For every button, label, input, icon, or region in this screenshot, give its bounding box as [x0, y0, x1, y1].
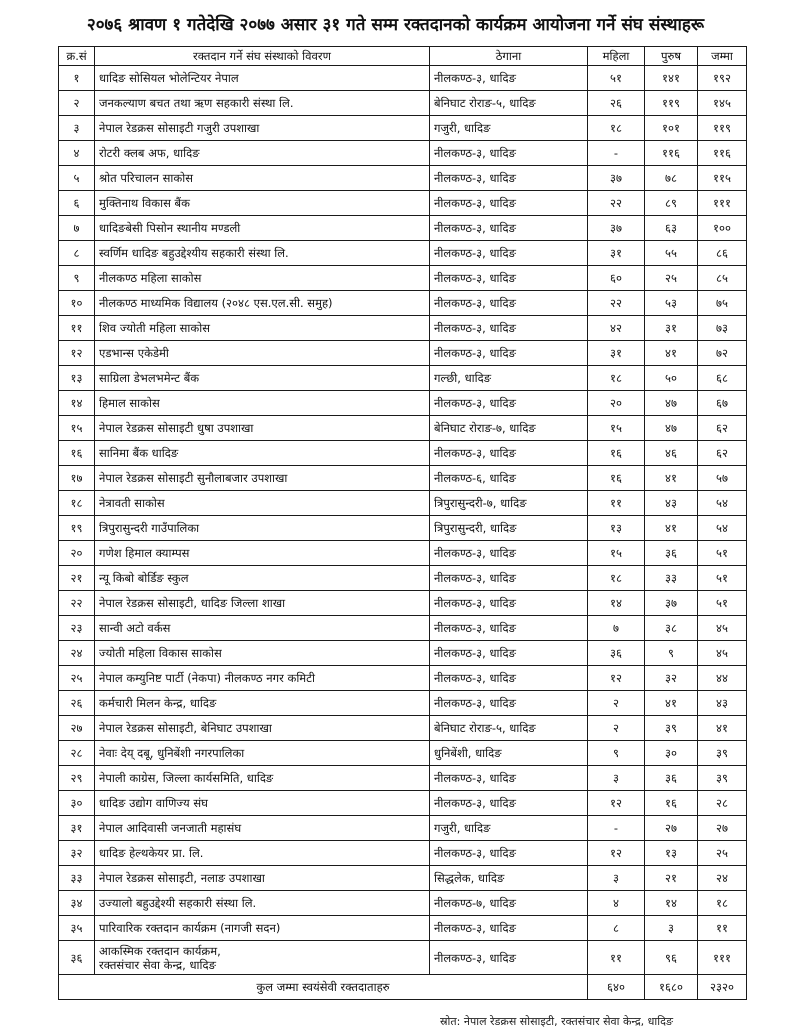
header-sn: क्र.सं	[59, 47, 95, 66]
cell-male: १४१	[645, 66, 698, 91]
cell-total: ७३	[698, 316, 747, 341]
cell-name: मुक्तिनाथ विकास बैंक	[95, 191, 430, 216]
cell-sn: २६	[59, 691, 95, 716]
cell-female: ३	[588, 866, 645, 891]
cell-total: ४१	[698, 716, 747, 741]
cell-sn: २०	[59, 541, 95, 566]
header-female: महिला	[588, 47, 645, 66]
cell-female: १८	[588, 566, 645, 591]
cell-female: १२	[588, 841, 645, 866]
table-row	[59, 491, 747, 516]
cell-female: २	[588, 691, 645, 716]
cell-name: गणेश हिमाल क्याम्पस	[95, 541, 430, 566]
cell-address: धुनिबेंशी, धादिङ	[430, 741, 588, 766]
cell-male: २७	[645, 816, 698, 841]
cell-male: ४३	[645, 491, 698, 516]
cell-male: ३६	[645, 541, 698, 566]
cell-name: सानिमा बैंक धादिङ	[95, 441, 430, 466]
cell-address: बेनिघाट रोराङ-५, धादिङ	[430, 716, 588, 741]
cell-female: ३	[588, 766, 645, 791]
cell-sn: ३४	[59, 891, 95, 916]
cell-address: नीलकण्ठ-३, धादिङ	[430, 391, 588, 416]
cell-total: १००	[698, 216, 747, 241]
cell-sn: ३१	[59, 816, 95, 841]
cell-female: ७	[588, 616, 645, 641]
table-header	[59, 47, 747, 66]
table-row	[59, 266, 747, 291]
cell-total: ४४	[698, 666, 747, 691]
cell-name: नेवाः देय् दबू, धुनिबेंशी नगरपालिका	[95, 741, 430, 766]
cell-name: नेपाल आदिवासी जनजाती महासंघ	[95, 816, 430, 841]
cell-total: १८	[698, 891, 747, 916]
cell-female: १६	[588, 441, 645, 466]
cell-male: ३०	[645, 741, 698, 766]
cell-male: ४१	[645, 341, 698, 366]
cell-sn: ३२	[59, 841, 95, 866]
cell-name: हिमाल साकोस	[95, 391, 430, 416]
table-row	[59, 741, 747, 766]
cell-address: नीलकण्ठ-३, धादिङ	[430, 191, 588, 216]
cell-male: ३३	[645, 566, 698, 591]
cell-male: ३१	[645, 316, 698, 341]
cell-sn: २७	[59, 716, 95, 741]
table-row	[59, 816, 747, 841]
table-row	[59, 216, 747, 241]
cell-male: ६३	[645, 216, 698, 241]
cell-female: २२	[588, 291, 645, 316]
table-row	[59, 166, 747, 191]
table-row-last	[59, 941, 747, 975]
cell-total: २८	[698, 791, 747, 816]
cell-sn: ६	[59, 191, 95, 216]
cell-address: नीलकण्ठ-३, धादिङ	[430, 941, 588, 975]
cell-sn: ७	[59, 216, 95, 241]
cell-sn: ८	[59, 241, 95, 266]
cell-female: ९	[588, 741, 645, 766]
cell-name: त्रिपुरासुन्दरी गाउँपालिका	[95, 516, 430, 541]
cell-name: नेत्रावती साकोस	[95, 491, 430, 516]
cell-female: १२	[588, 666, 645, 691]
table-row	[59, 316, 747, 341]
cell-male: ५३	[645, 291, 698, 316]
table-row	[59, 91, 747, 116]
cell-female: १२	[588, 791, 645, 816]
cell-sn: ३५	[59, 916, 95, 941]
cell-name: ज्योती महिला विकास साकोस	[95, 641, 430, 666]
cell-total: ५१	[698, 541, 747, 566]
table-row	[59, 666, 747, 691]
cell-address: नीलकण्ठ-३, धादिङ	[430, 216, 588, 241]
table-row	[59, 366, 747, 391]
cell-sn: २३	[59, 616, 95, 641]
cell-name: नीलकण्ठ महिला साकोस	[95, 266, 430, 291]
cell-female: १५	[588, 541, 645, 566]
cell-address: त्रिपुरासुन्दरी, धादिङ	[430, 516, 588, 541]
cell-sn: १९	[59, 516, 95, 541]
cell-female: १६	[588, 466, 645, 491]
cell-address: नीलकण्ठ-३, धादिङ	[430, 916, 588, 941]
table-row	[59, 116, 747, 141]
cell-female: ५१	[588, 66, 645, 91]
cell-name: कर्मचारी मिलन केन्द्र, धादिङ	[95, 691, 430, 716]
cell-male: २५	[645, 266, 698, 291]
table-row	[59, 141, 747, 166]
cell-sn: २५	[59, 666, 95, 691]
cell-male: १४	[645, 891, 698, 916]
cell-sn: ३६	[59, 941, 95, 975]
cell-address: नीलकण्ठ-६, धादिङ	[430, 466, 588, 491]
cell-name: उज्यालो बहुउद्देश्यी सहकारी संस्था लि.	[95, 891, 430, 916]
cell-male: ९६	[645, 941, 698, 975]
cell-male: ३९	[645, 716, 698, 741]
table-body	[59, 66, 747, 1000]
cell-male: ५५	[645, 241, 698, 266]
cell-name-line1: आकस्मिक रक्तदान कार्यक्रम,	[99, 943, 221, 958]
cell-male: ९	[645, 641, 698, 666]
cell-sn: १६	[59, 441, 95, 466]
cell-male: ३८	[645, 616, 698, 641]
cell-male: ११९	[645, 91, 698, 116]
cell-total: २७	[698, 816, 747, 841]
cell-total: ५१	[698, 566, 747, 591]
cell-female: ४२	[588, 316, 645, 341]
table-row	[59, 891, 747, 916]
cell-sn: १०	[59, 291, 95, 316]
table-row	[59, 641, 747, 666]
cell-address: नीलकण्ठ-३, धादिङ	[430, 166, 588, 191]
table-row	[59, 616, 747, 641]
cell-female: ३७	[588, 166, 645, 191]
page-title: २०७६ श्रावण १ गतेदेखि २०७७ असार ३१ गते सम्म रक्तदानको कार्यक्रम आयोजना गर्ने संघ संस्थाहरू	[86, 15, 705, 35]
cell-male: ११६	[645, 141, 698, 166]
cell-name: धादिङबेसी पिसोन स्थानीय मण्डली	[95, 216, 430, 241]
cell-total: ४५	[698, 616, 747, 641]
cell-female: १८	[588, 366, 645, 391]
cell-name: धादिङ हेल्थकेयर प्रा. लि.	[95, 841, 430, 866]
cell-sn: ५	[59, 166, 95, 191]
cell-sn: ३०	[59, 791, 95, 816]
cell-female: १५	[588, 416, 645, 441]
cell-sn: ९	[59, 266, 95, 291]
table-row	[59, 566, 747, 591]
cell-male: १३	[645, 841, 698, 866]
cell-address: नीलकण्ठ-३, धादिङ	[430, 791, 588, 816]
table-row	[59, 541, 747, 566]
cell-female: ३६	[588, 641, 645, 666]
cell-address: नीलकण्ठ-३, धादिङ	[430, 241, 588, 266]
cell-female: ४	[588, 891, 645, 916]
cell-total: ४५	[698, 641, 747, 666]
totals-total: २३२०	[698, 975, 747, 1000]
cell-male: ७८	[645, 166, 698, 191]
cell-total: ४३	[698, 691, 747, 716]
cell-address: बेनिघाट रोराङ-५, धादिङ	[430, 91, 588, 116]
cell-name: एडभान्स एकेडेमी	[95, 341, 430, 366]
cell-sn: १८	[59, 491, 95, 516]
cell-sn: १५	[59, 416, 95, 441]
cell-address: नीलकण्ठ-३, धादिङ	[430, 691, 588, 716]
header-male: पुरुष	[645, 47, 698, 66]
cell-total: ६८	[698, 366, 747, 391]
table-row	[59, 866, 747, 891]
cell-sn: २८	[59, 741, 95, 766]
cell-total: ८६	[698, 241, 747, 266]
cell-address: नीलकण्ठ-३, धादिङ	[430, 616, 588, 641]
cell-sn: १	[59, 66, 95, 91]
header-address: ठेगाना	[430, 47, 588, 66]
totals-male: १६८०	[645, 975, 698, 1000]
cell-name: श्रोत परिचालन साकोस	[95, 166, 430, 191]
cell-male: ४१	[645, 466, 698, 491]
table-row	[59, 391, 747, 416]
cell-total: ५१	[698, 591, 747, 616]
cell-name: जनकल्याण बचत तथा ऋण सहकारी संस्था लि.	[95, 91, 430, 116]
cell-sn: २२	[59, 591, 95, 616]
cell-total: १४५	[698, 91, 747, 116]
cell-name: धादिङ सोसियल भोलेन्टियर नेपाल	[95, 66, 430, 91]
cell-female: १८	[588, 116, 645, 141]
header-total: जम्मा	[698, 47, 747, 66]
cell-name: नेपाल रेडक्रस सोसाइटी, बेनिघाट उपशाखा	[95, 716, 430, 741]
cell-female: १४	[588, 591, 645, 616]
cell-female: ३७	[588, 216, 645, 241]
cell-name: स्वर्णिम धादिङ बहुउद्देश्यीय सहकारी संस्था लि.	[95, 241, 430, 266]
cell-sn: १७	[59, 466, 95, 491]
cell-sn: १३	[59, 366, 95, 391]
cell-total: ७५	[698, 291, 747, 316]
cell-total: १११	[698, 191, 747, 216]
table-row	[59, 516, 747, 541]
table-row	[59, 291, 747, 316]
cell-female: -	[588, 816, 645, 841]
cell-name: साग्रिला डेभलभमेन्ट बैंक	[95, 366, 430, 391]
cell-name: सान्वी अटो वर्कस	[95, 616, 430, 641]
cell-total: ६२	[698, 416, 747, 441]
cell-sn: ३३	[59, 866, 95, 891]
cell-address: नीलकण्ठ-३, धादिङ	[430, 541, 588, 566]
totals-row	[59, 975, 747, 1000]
cell-address: गल्छी, धादिङ	[430, 366, 588, 391]
cell-female: ३१	[588, 341, 645, 366]
cell-total: ३९	[698, 741, 747, 766]
cell-female: २६	[588, 91, 645, 116]
cell-total: ६७	[698, 391, 747, 416]
cell-male: १६	[645, 791, 698, 816]
cell-address: नीलकण्ठ-७, धादिङ	[430, 891, 588, 916]
table-row	[59, 66, 747, 91]
cell-female: २	[588, 716, 645, 741]
cell-name: पारिवारिक रक्तदान कार्यक्रम (नागजी सदन)	[95, 916, 430, 941]
source-note: स्रोत: नेपाल रेडक्रस सोसाइटी, रक्तसंचार सेवा केन्द्र, धादिङ	[440, 1015, 673, 1028]
cell-address: नीलकण्ठ-३, धादिङ	[430, 441, 588, 466]
cell-address: सिद्धलेक, धादिङ	[430, 866, 588, 891]
cell-total: ११	[698, 916, 747, 941]
cell-total: १११	[698, 941, 747, 975]
table-row	[59, 916, 747, 941]
table-row	[59, 716, 747, 741]
table-row	[59, 841, 747, 866]
cell-male: ४६	[645, 441, 698, 466]
cell-total: ११९	[698, 116, 747, 141]
cell-male: ४७	[645, 391, 698, 416]
header-name: रक्तदान गर्ने संघ संस्थाको विवरण	[95, 47, 430, 66]
cell-total: ७२	[698, 341, 747, 366]
table-row	[59, 191, 747, 216]
cell-male: ५०	[645, 366, 698, 391]
cell-address: नीलकण्ठ-३, धादिङ	[430, 766, 588, 791]
cell-male: ३	[645, 916, 698, 941]
cell-address: नीलकण्ठ-३, धादिङ	[430, 316, 588, 341]
cell-total: ६२	[698, 441, 747, 466]
cell-name: नेपाल रेडक्रस सोसाइटी सुनौलाबजार उपशाखा	[95, 466, 430, 491]
cell-female: ११	[588, 491, 645, 516]
cell-address: गजुरी, धादिङ	[430, 116, 588, 141]
cell-total: १९२	[698, 66, 747, 91]
cell-male: ३२	[645, 666, 698, 691]
cell-female: २२	[588, 191, 645, 216]
cell-female: -	[588, 141, 645, 166]
cell-female: २०	[588, 391, 645, 416]
cell-address: नीलकण्ठ-३, धादिङ	[430, 266, 588, 291]
cell-address: त्रिपुरासुन्दरी-७, धादिङ	[430, 491, 588, 516]
cell-address: नीलकण्ठ-३, धादिङ	[430, 666, 588, 691]
cell-sn: २	[59, 91, 95, 116]
cell-name: न्यू किबो बोर्डिङ स्कुल	[95, 566, 430, 591]
cell-female: ३१	[588, 241, 645, 266]
cell-total: २५	[698, 841, 747, 866]
table-row	[59, 241, 747, 266]
cell-address: नीलकण्ठ-३, धादिङ	[430, 141, 588, 166]
cell-male: ८९	[645, 191, 698, 216]
table-row	[59, 441, 747, 466]
cell-male: ३७	[645, 591, 698, 616]
table-row	[59, 416, 747, 441]
cell-name	[95, 941, 430, 975]
totals-label: कुल जम्मा स्वयंसेवी रक्तदाताहरु	[59, 975, 588, 1000]
cell-address: बेनिघाट रोराङ-७, धादिङ	[430, 416, 588, 441]
cell-total: ८५	[698, 266, 747, 291]
cell-name: नेपाल रेडक्रस सोसाइटी धुषा उपशाखा	[95, 416, 430, 441]
cell-male: ३६	[645, 766, 698, 791]
cell-female: ६०	[588, 266, 645, 291]
cell-male: ४७	[645, 416, 698, 441]
cell-female: ८	[588, 916, 645, 941]
cell-name-line2: रक्तसंचार सेवा केन्द्र, धादिङ	[99, 957, 216, 972]
table-row	[59, 766, 747, 791]
cell-sn: ११	[59, 316, 95, 341]
cell-male: २१	[645, 866, 698, 891]
cell-total: ११६	[698, 141, 747, 166]
cell-address: नीलकण्ठ-३, धादिङ	[430, 641, 588, 666]
cell-name: शिव ज्योती महिला साकोस	[95, 316, 430, 341]
cell-male: ४१	[645, 691, 698, 716]
cell-name: नेपाल रेडक्रस सोसाइटी, धादिङ जिल्ला शाखा	[95, 591, 430, 616]
cell-name: नेपाली काग्रेस, जिल्ला कार्यसमिति, धादिङ	[95, 766, 430, 791]
cell-address: नीलकण्ठ-३, धादिङ	[430, 291, 588, 316]
cell-total: ३९	[698, 766, 747, 791]
cell-address: नीलकण्ठ-३, धादिङ	[430, 341, 588, 366]
cell-male: १०१	[645, 116, 698, 141]
table-row	[59, 591, 747, 616]
cell-name: नेपाल रेडक्रस सोसाइटी गजुरी उपशाखा	[95, 116, 430, 141]
cell-sn: २१	[59, 566, 95, 591]
cell-female: १३	[588, 516, 645, 541]
cell-name: रोटरी क्लब अफ, धादिङ	[95, 141, 430, 166]
cell-sn: ४	[59, 141, 95, 166]
cell-total: ५४	[698, 516, 747, 541]
cell-total: २४	[698, 866, 747, 891]
cell-total: ११५	[698, 166, 747, 191]
cell-total: ५४	[698, 491, 747, 516]
table-row	[59, 691, 747, 716]
cell-sn: १४	[59, 391, 95, 416]
cell-female: ११	[588, 941, 645, 975]
table-row	[59, 466, 747, 491]
donation-table	[58, 46, 747, 1000]
cell-address: नीलकण्ठ-३, धादिङ	[430, 591, 588, 616]
cell-name: नेपाल कम्युनिष्ट पार्टी (नेकपा) नीलकण्ठ नगर कमिटी	[95, 666, 430, 691]
cell-address: नीलकण्ठ-३, धादिङ	[430, 66, 588, 91]
cell-address: नीलकण्ठ-३, धादिङ	[430, 841, 588, 866]
cell-sn: ३	[59, 116, 95, 141]
cell-sn: २४	[59, 641, 95, 666]
cell-name: नीलकण्ठ माध्यमिक विद्यालय (२०४८ एस.एल.सी. समुह)	[95, 291, 430, 316]
table-row	[59, 791, 747, 816]
cell-male: ४१	[645, 516, 698, 541]
cell-sn: २९	[59, 766, 95, 791]
cell-sn: १२	[59, 341, 95, 366]
cell-address: गजुरी, धादिङ	[430, 816, 588, 841]
table-row	[59, 341, 747, 366]
totals-female: ६४०	[588, 975, 645, 1000]
cell-total: ५७	[698, 466, 747, 491]
cell-name: नेपाल रेडक्रस सोसाइटी, नलाङ उपशाखा	[95, 866, 430, 891]
cell-address: नीलकण्ठ-३, धादिङ	[430, 566, 588, 591]
cell-name: धादिङ उद्योग वाणिज्य संघ	[95, 791, 430, 816]
